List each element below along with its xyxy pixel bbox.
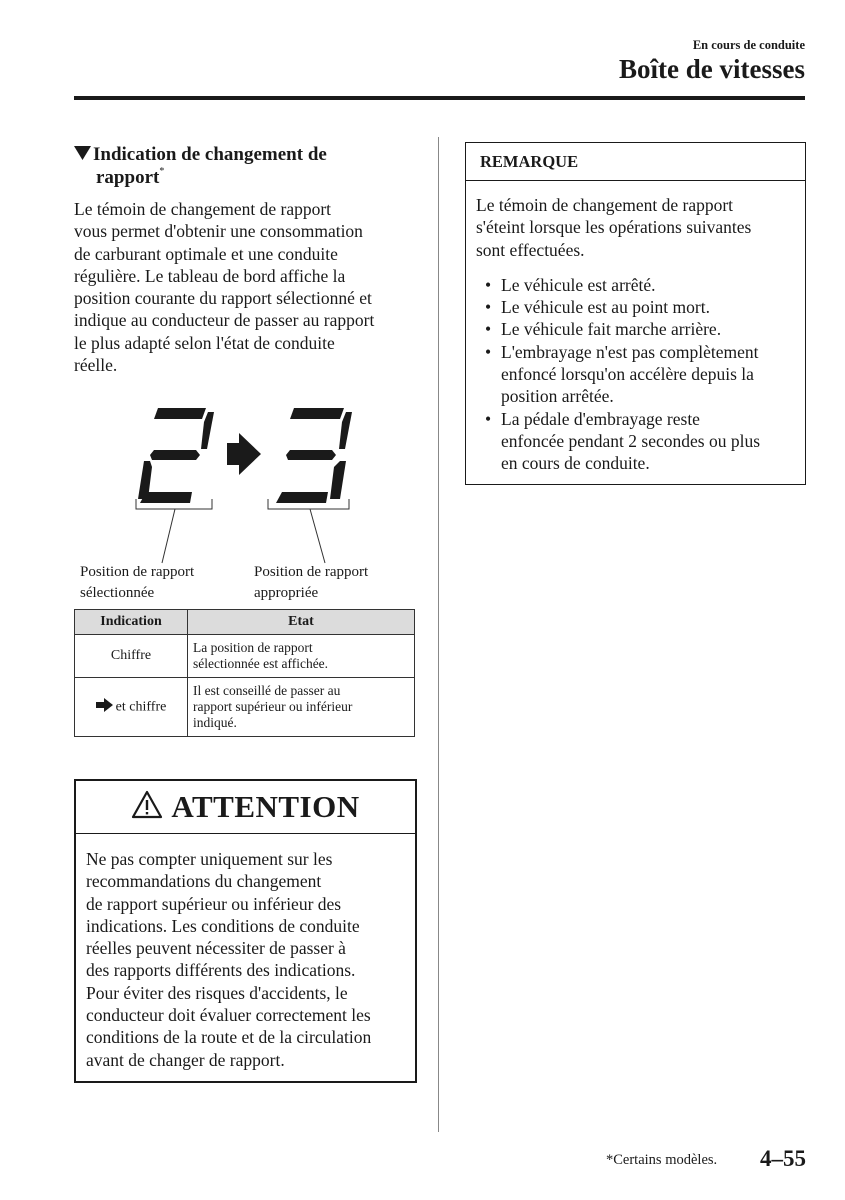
heading-line-2: rapport (96, 167, 160, 188)
table-row (75, 635, 415, 678)
bullet-marker: • (485, 341, 492, 362)
table-row (75, 678, 415, 737)
footnote: *Certains modèles. (606, 1152, 718, 1168)
column-header-indication: Indication (75, 610, 188, 635)
paragraph-line: régulière. Le tableau de bord affiche la (74, 265, 346, 286)
list-item-line: position arrêtée. (501, 386, 614, 407)
list-item-line: en cours de conduite. (501, 453, 650, 474)
list-item-line: Le véhicule est arrêté. (501, 274, 656, 295)
note-body (466, 181, 805, 475)
list-item-line: Le véhicule est au point mort. (501, 297, 710, 318)
note-title: REMARQUE (466, 143, 805, 181)
list-item (476, 274, 795, 296)
state-line: sélectionnée est affichée. (193, 656, 329, 671)
list-item (476, 296, 795, 318)
caption-selected-gear (80, 562, 194, 604)
list-item-line: La pédale d'embrayage reste (501, 408, 700, 429)
attention-line: des rapports différents des indications. (86, 960, 356, 981)
caption-line: Position de rapport (254, 564, 369, 580)
attention-title: ATTENTION (171, 789, 360, 824)
attention-line: conducteur doit évaluer correctement les (86, 1005, 371, 1026)
note-bullet-list (476, 274, 795, 475)
header-rule (74, 96, 805, 100)
state-cell (188, 678, 415, 737)
heading-footnote-marker: * (159, 166, 165, 177)
digit-3-segments (276, 408, 352, 503)
arrow-right-icon (96, 698, 113, 717)
attention-line: Pour éviter des risques d'accidents, le (86, 982, 348, 1003)
attention-line: réelles peuvent nécessiter de passer à (86, 938, 346, 959)
paragraph-line: le plus adapté selon l'état de conduite (74, 332, 335, 353)
attention-line: de rapport supérieur ou inférieur des (86, 893, 342, 914)
list-item-line: enfoncé lorsqu'on accélère depuis la (501, 364, 754, 385)
intro-paragraph (74, 198, 424, 376)
attention-line: conditions de la route et de la circulation (86, 1027, 372, 1048)
list-item (476, 318, 795, 340)
note-intro-line: sont effectuées. (476, 239, 585, 260)
paragraph-line: position courante du rapport sélectionné et (74, 288, 372, 309)
digit-2-segments (138, 408, 214, 503)
triangle-down-icon (74, 143, 93, 166)
attention-line: indications. Les conditions de conduite (86, 915, 360, 936)
caption-appropriate-gear (254, 562, 368, 604)
page-number: 4–55 (760, 1146, 806, 1171)
note-intro-line: s'éteint lorsque les opérations suivantes (476, 217, 752, 238)
list-item (476, 408, 795, 475)
warning-triangle-icon (131, 790, 163, 824)
indication-text: et chiffre (115, 699, 167, 715)
list-item-line: L'embrayage n'est pas complètement (501, 341, 759, 362)
section-heading (74, 143, 419, 189)
attention-line: recommandations du changement (86, 871, 322, 892)
page-title: Boîte de vitesses (619, 54, 805, 84)
column-header-state: Etat (188, 610, 415, 635)
bullet-marker: • (485, 319, 492, 340)
state-cell (188, 635, 415, 678)
note-intro-line: Le témoin de changement de rapport (476, 195, 734, 215)
caption-line: sélectionnée (80, 585, 155, 601)
arrow-right-icon (227, 433, 261, 475)
state-line: indiqué. (193, 715, 237, 730)
list-item-line: enfoncée pendant 2 secondes ou plus (501, 430, 761, 451)
state-line: rapport supérieur ou inférieur (193, 699, 353, 714)
figure-leader-lines (136, 499, 349, 563)
caption-line: Position de rapport (80, 564, 195, 580)
paragraph-line: indique au conducteur de passer au rapport (74, 310, 375, 331)
state-line: La position de rapport (193, 640, 313, 655)
table-header-row (75, 610, 415, 635)
attention-box (74, 779, 417, 1083)
paragraph-line: vous permet d'obtenir une consommation (74, 221, 363, 242)
bullet-marker: • (485, 274, 492, 295)
attention-line: avant de changer de rapport. (86, 1049, 285, 1070)
column-divider (438, 137, 439, 1132)
attention-header (76, 781, 415, 834)
indication-cell: Chiffre (75, 635, 188, 678)
indication-cell (75, 678, 188, 737)
indication-table (74, 609, 415, 737)
paragraph-line: de carburant optimale et une conduite (74, 243, 338, 264)
note-box (465, 142, 806, 485)
attention-line: Ne pas compter uniquement sur les (86, 849, 333, 869)
state-line: Il est conseillé de passer au (193, 683, 341, 698)
list-item (476, 341, 795, 408)
section-label: En cours de conduite (692, 38, 805, 52)
bullet-marker: • (485, 408, 492, 429)
paragraph-line: Le témoin de changement de rapport (74, 199, 332, 219)
paragraph-line: réelle. (74, 355, 118, 376)
bullet-marker: • (485, 297, 492, 318)
caption-line: appropriée (254, 585, 319, 601)
heading-line-1: Indication de changement de (93, 144, 327, 165)
list-item-line: Le véhicule fait marche arrière. (501, 319, 722, 340)
attention-text (76, 834, 415, 1071)
